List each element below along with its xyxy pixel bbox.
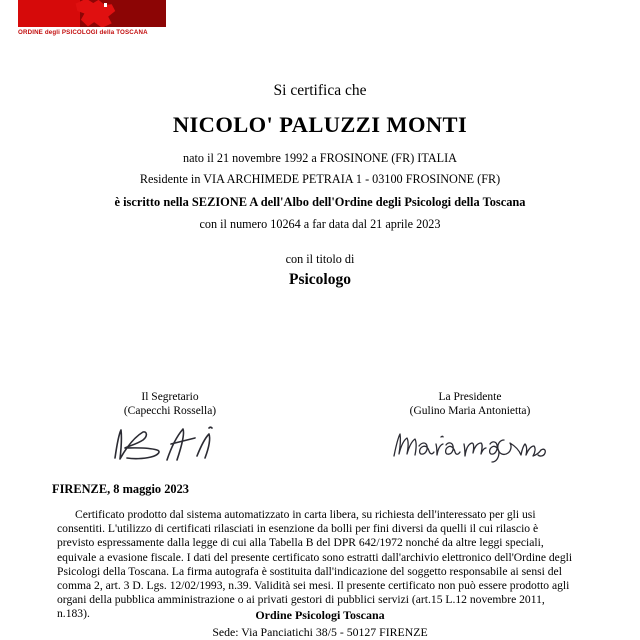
footer-address: Sede: Via Panciatichi 38/5 - 50127 FIRENZE — [212, 625, 428, 639]
professional-title-label: con il titolo di — [285, 252, 355, 266]
secretary-signature-block — [45, 390, 295, 464]
registration-statement: è iscritto nella SEZIONE A dell'Albo dell'Ordine degli Psicologi della Toscana — [114, 195, 526, 209]
secretary-handwritten-signature — [45, 422, 295, 464]
organization-logo — [18, 0, 173, 36]
president-role: La Presidente — [438, 391, 502, 403]
registration-number-line: con il numero 10264 a far data dal 21 aprile 2023 — [199, 217, 441, 231]
secretary-role: Il Segretario — [141, 391, 199, 403]
footer-organization: Ordine Psicologi Toscana — [255, 608, 385, 622]
birth-details: nato il 21 novembre 1992 a FROSINONE (FR) ITALIA — [183, 151, 457, 165]
president-name: (Gulino Maria Antonietta) — [409, 405, 531, 417]
legal-disclaimer: Certificato prodotto dal sistema automatizzato in carta libera, su richiesta dell'interessato per gli usi consentiti. L'utilizzo di certificati rilasciati in esenzione da bolli per fini diversi da quelli il cui rilascio è previsto espressamente dalla legge di cui alla Tabella B del DPR 642/1972 nonché da altre leggi speciali, equivale a evasione fiscale. I dati del presente certificato sono estratti dall'archivio elettronico dell'Ordine degli Psicologi della Toscana. La firma autografa è sostituita dall'indicazione del soggetto responsabile ai sensi del comma 2, art. 3 D. Lgs. 12/02/1993, n.39. Validità sei mesi. Il presente certificato non può essere prodotto agli organi della pubblica amministrazione o ai privati gestori di pubblici servizi (art.15 L.12 novembre 2011, n.183). — [57, 508, 573, 621]
tuscany-map-icon — [18, 0, 166, 27]
logo-caption: ORDINE degli PSICOLOGI della TOSCANA — [18, 29, 148, 36]
professional-title-value: Psicologo — [289, 271, 351, 288]
certificate-intro: Si certifica che — [273, 82, 367, 99]
logo-highlight-dot — [104, 3, 107, 7]
logo-field-left — [18, 0, 80, 27]
signature-row — [0, 390, 640, 470]
president-signature-block — [345, 390, 595, 464]
residence-details: Residente in VIA ARCHIMEDE PETRAIA 1 - 03100 FROSINONE (FR) — [139, 172, 501, 186]
secretary-name: (Capecchi Rossella) — [123, 405, 217, 417]
certificate-holder-name: NICOLO' PALUZZI MONTI — [172, 112, 468, 137]
issue-place-date: FIRENZE, 8 maggio 2023 — [52, 482, 189, 496]
president-handwritten-signature — [345, 422, 595, 464]
